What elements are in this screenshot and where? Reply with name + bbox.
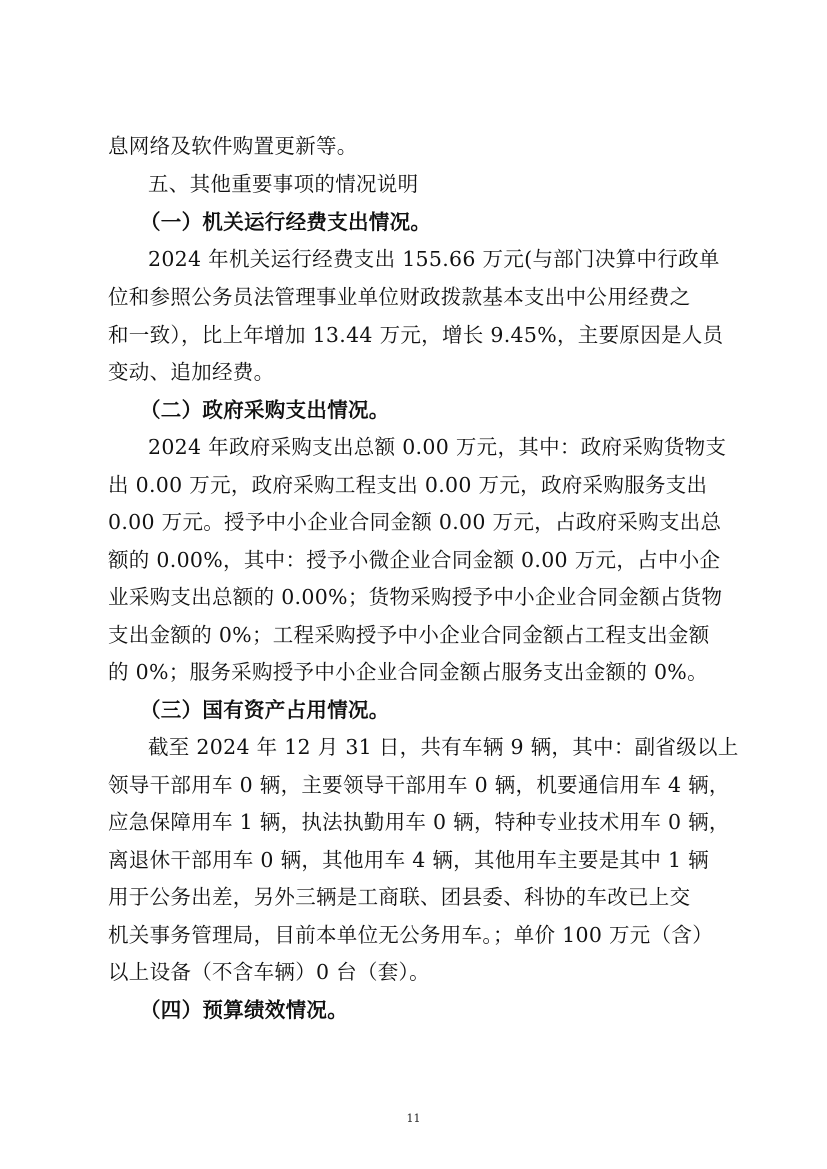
paragraph-line: 用于公务出差，另外三辆是工商联、团县委、科协的车改已上交: [108, 885, 691, 909]
subsection-heading: （四）预算绩效情况。: [140, 998, 348, 1022]
subsection-heading: （一）机关运行经费支出情况。: [140, 210, 432, 234]
paragraph-line: 支出金额的 0%；工程采购授予中小企业合同金额占工程支出金额: [108, 623, 710, 647]
paragraph-line: 0.00 万元。授予中小企业合同金额 0.00 万元，占政府采购支出总: [108, 510, 722, 534]
subsection-heading: （二）政府采购支出情况。: [140, 398, 390, 422]
paragraph-line: 以上设备（不含车辆）0 台（套）。: [108, 960, 430, 984]
paragraph-line: 额的 0.00%，其中：授予小微企业合同金额 0.00 万元，占中小企: [108, 548, 721, 572]
paragraph-line: 出 0.00 万元，政府采购工程支出 0.00 万元，政府采购服务支出: [108, 473, 708, 497]
paragraph-line: 2024 年政府采购支出总额 0.00 万元，其中：政府采购货物支: [148, 435, 727, 459]
paragraph-line: 截至 2024 年 12 月 31 日，共有车辆 9 辆，其中：副省级以上: [148, 735, 739, 759]
page-number: 11: [406, 1112, 421, 1125]
paragraph-line: 业采购支出总额的 0.00%；货物采购授予中小企业合同金额占货物: [108, 585, 723, 609]
paragraph-line: 和一致），比上年增加 13.44 万元，增长 9.45%，主要原因是人员: [108, 323, 724, 347]
paragraph-line: 2024 年机关运行经费支出 155.66 万元(与部门决算中行政单: [148, 247, 720, 271]
paragraph-line: 息网络及软件购置更新等。: [108, 134, 358, 158]
paragraph-line: 领导干部用车 0 辆，主要领导干部用车 0 辆，机要通信用车 4 辆，: [108, 773, 730, 797]
paragraph-line: 变动、追加经费。: [108, 360, 275, 384]
paragraph-line: 机关事务管理局，目前本单位无公务用车。；单价 100 万元（含）: [108, 923, 714, 947]
section-heading: 五、其他重要事项的情况说明: [148, 172, 419, 196]
paragraph-line: 离退休干部用车 0 辆，其他用车 4 辆，其他用车主要是其中 1 辆: [108, 848, 709, 872]
paragraph-line: 的 0%；服务采购授予中小企业合同金额占服务支出金额的 0%。: [108, 660, 708, 684]
subsection-heading: （三）国有资产占用情况。: [140, 698, 390, 722]
paragraph-line: 应急保障用车 1 辆，执法执勤用车 0 辆，特种专业技术用车 0 辆，: [108, 810, 730, 834]
paragraph-line: 位和参照公务员法管理事业单位财政拨款基本支出中公用经费之: [108, 285, 691, 309]
